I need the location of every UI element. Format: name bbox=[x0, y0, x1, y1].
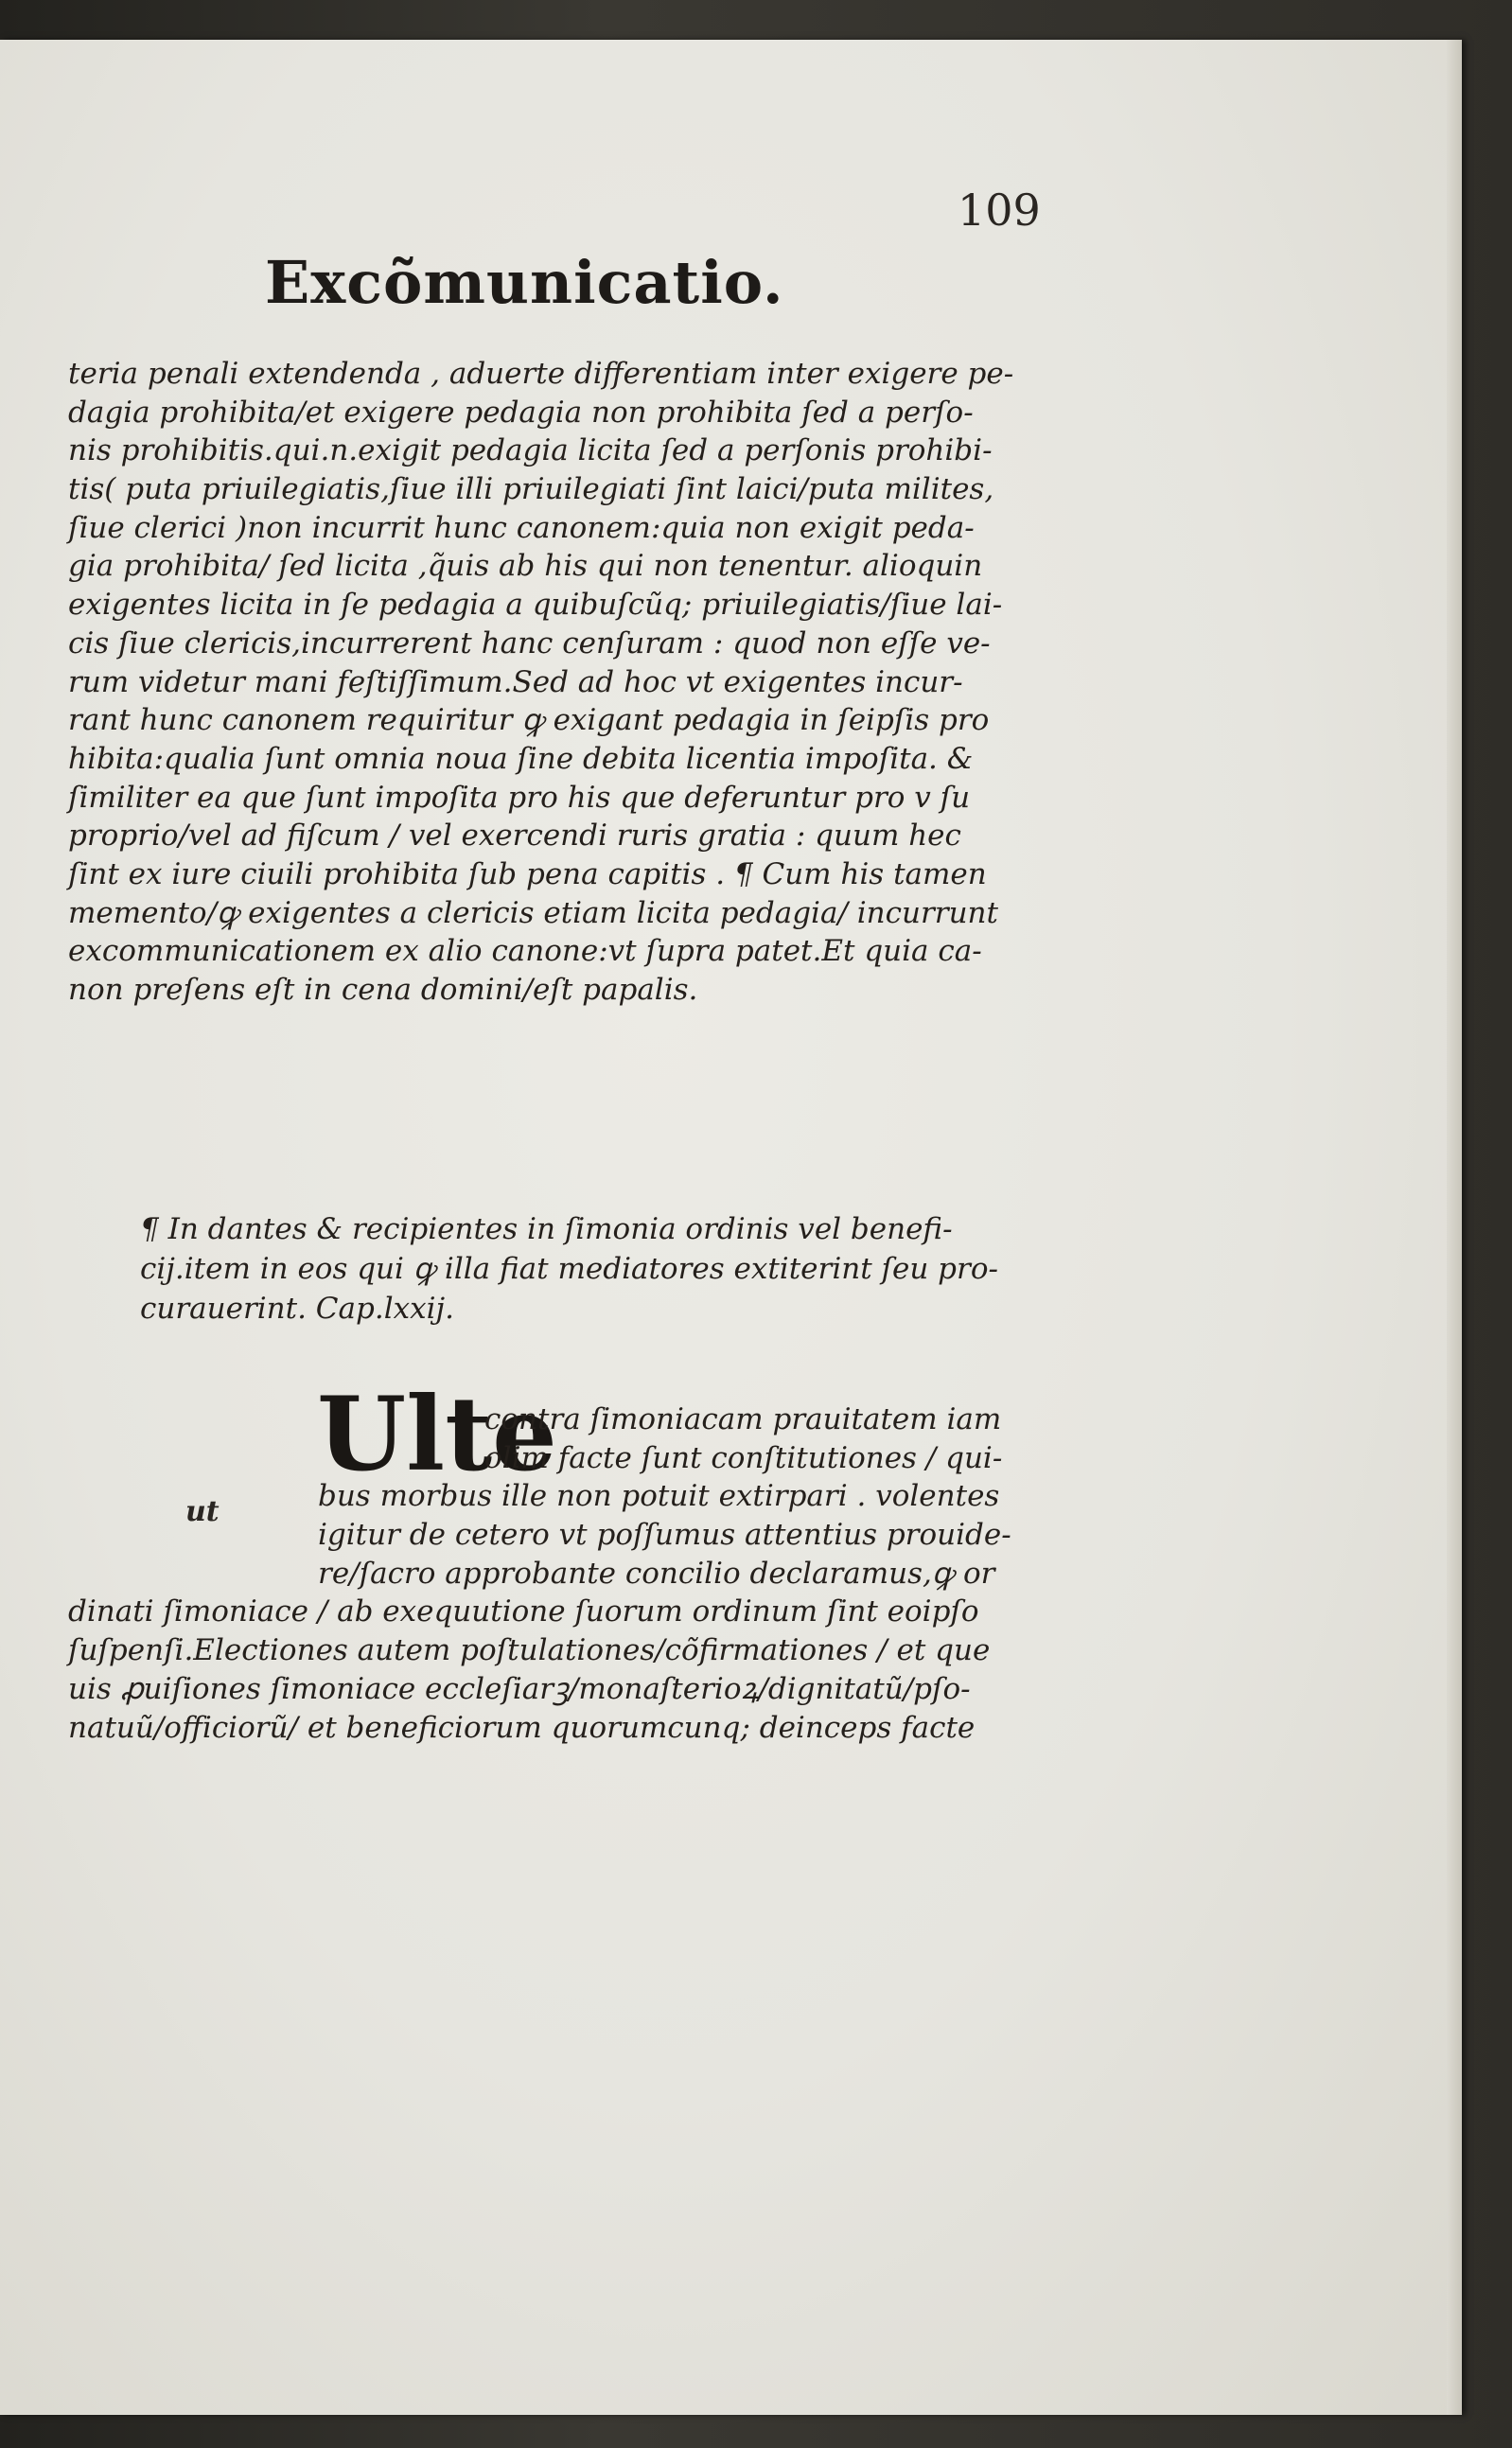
heading-line: curauerint. Cap.lxxij. bbox=[140, 1292, 454, 1326]
heading-line: ¶ In dantes & recipientes in ſimonia ordinis vel benefi- bbox=[140, 1212, 953, 1246]
text-line: tis( puta priuilegiatis,ſiue illi priuilegiati ſint laici/puta milites, bbox=[68, 472, 994, 507]
folio-number: 109 bbox=[958, 185, 1041, 236]
text-line: cis ſiue clericis,incurrerent hanc cenſuram : quod non eſſe ve- bbox=[68, 625, 991, 660]
guide-letter: ut bbox=[185, 1495, 220, 1528]
text-line: dinati ſimoniace / ab exequutione ſuorum ordinum ſint eoipſo bbox=[68, 1594, 979, 1629]
text-line: exigentes licita in ſe pedagia a quibuſcũq; priuilegiatis/ſiue lai- bbox=[68, 588, 1003, 623]
text-line: excommunicationem ex alio canone:vt ſupra patet.Et quia ca- bbox=[68, 934, 982, 969]
chapter-text bbox=[68, 1400, 1052, 1747]
text-line: natuũ/officiorũ/ et beneficiorum quorumcunq; deinceps facte bbox=[68, 1710, 976, 1745]
chapter-heading bbox=[140, 1209, 1053, 1329]
text-line: proprio/vel ad fiſcum / vel exercendi ruris gratia : quum hec bbox=[68, 819, 961, 854]
text-line: hibita:qualia ſunt omnia noua ſine debita licentia impoſita. & bbox=[68, 741, 974, 776]
text-line: nis prohibitis.qui.n.exigit pedagia licita ſed a perſonis prohibi- bbox=[68, 433, 993, 468]
text-line: ſuſpenſi.Electiones autem poſtulationes/cõfirmationes / et que bbox=[68, 1633, 991, 1668]
text-line: gia prohibita/ ſed licita ,q̃uis ab his qui non tenentur. alioquin bbox=[68, 549, 983, 584]
text-line: rum videtur mani feſtiſſimum.Sed ad hoc vt exigentes incur- bbox=[68, 664, 963, 699]
text-line: rant hunc canonem requiritur ꝙ exigant pedagia in ſeipſis pro bbox=[68, 703, 990, 738]
text-line: olim facte ſunt conſtitutiones / qui- bbox=[484, 1440, 1003, 1475]
text-line: bus morbus ille non potuit extirpari . volentes bbox=[318, 1479, 1000, 1514]
page-edge bbox=[1447, 40, 1462, 2415]
text-line: dagia prohibita/et exigere pedagia non prohibita ſed a perſo- bbox=[68, 395, 974, 430]
running-head: Excõmunicatio. bbox=[265, 248, 784, 317]
paragraph-1 bbox=[68, 355, 1052, 1010]
text-line: ſint ex iure ciuili prohibita ſub pena capitis . ¶ Cum his tamen bbox=[68, 856, 987, 891]
text-line: uis ꝓuiſiones ſimoniace eccleſiarꝫ/monaſterioꝝ/dignitatũ/pſo- bbox=[68, 1671, 971, 1706]
text-line: teria penali extendenda , aduerte differentiam inter exigere pe- bbox=[68, 357, 1014, 391]
text-line: non preſens eſt in cena domini/eſt papalis. bbox=[68, 973, 698, 1007]
text-line: memento/ꝙ exigentes a clericis etiam licita pedagia/ incurrunt bbox=[68, 895, 998, 930]
text-line: igitur de cetero vt poſſumus attentius prouide- bbox=[318, 1518, 1011, 1553]
text-line: ſiue clerici )non incurrit hunc canonem:quia non exigit peda- bbox=[68, 510, 975, 545]
heading-line: cij.item in eos qui ꝙ illa fiat mediatores extiterint ſeu pro- bbox=[140, 1252, 998, 1286]
text-line: re/ſacro approbante concilio declaramus,ꝙ or bbox=[318, 1556, 995, 1591]
text-line: contra ſimoniacam prauitatem iam bbox=[484, 1402, 1002, 1436]
text-line: ſimiliter ea que ſunt impoſita pro his que deferuntur pro v ſu bbox=[68, 780, 971, 815]
drop-initial: Ulte bbox=[317, 1375, 557, 1494]
